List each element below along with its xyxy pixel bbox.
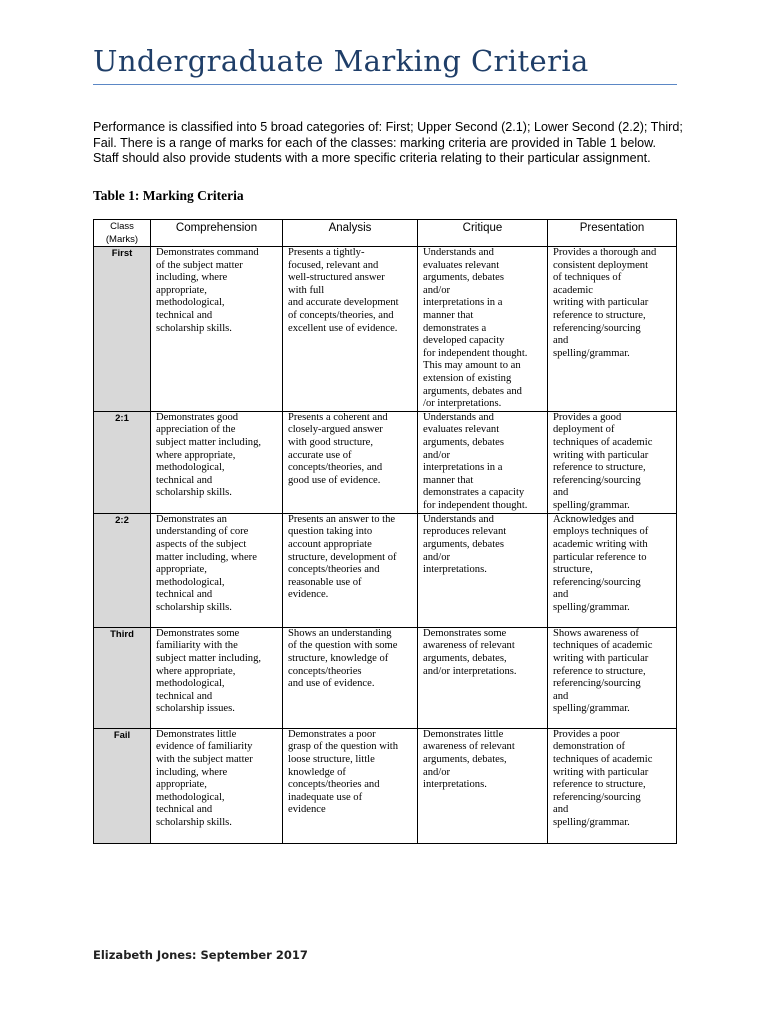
header-class: Class (Marks) [94,220,151,247]
analysis-cell: Presents an answer to the question taking into account appropriate structure, development of concepts/theories and reasonable use of evidence. [283,513,418,627]
table-row [94,627,677,728]
critique-cell: Understands and evaluates relevant arguments, debates and/or interpretations in a manner that demonstrates a capacity for independent thought. [418,411,548,513]
table-row [94,247,677,412]
table-row [94,728,677,843]
header-presentation: Presentation [548,220,677,247]
critique-cell: Demonstrates some awareness of relevant arguments, debates, and/or interpretations. [418,627,548,728]
class-cell: 2:2 [94,513,151,627]
presentation-cell: Provides a poor demonstration of techniques of academic writing with particular reference to structure, referencing/sourcing and spelling/grammar. [548,728,677,843]
comprehension-cell: Demonstrates command of the subject matter including, where appropriate, methodological, technical and scholarship skills. [151,247,283,412]
presentation-cell: Provides a good deployment of techniques of academic writing with particular reference to structure, referencing/sourcing and spelling/grammar. [548,411,677,513]
comprehension-cell: Demonstrates good appreciation of the subject matter including, where appropriate, methodological, technical and scholarship skills. [151,411,283,513]
class-cell: Fail [94,728,151,843]
class-cell: First [94,247,151,412]
header-comprehension: Comprehension [151,220,283,247]
intro-paragraph: Performance is classified into 5 broad categories of: First; Upper Second (2.1); Lower Second (2.2); Third; Fail. There is a range of marks for each of the classes: marking criteria are provided in Table 1 below. Staff should also provide students with a more specific criteria relating to their particular assignment. [93,120,683,165]
analysis-cell: Demonstrates a poor grasp of the question with loose structure, little knowledge of concepts/theories and inadequate use of evidence [283,728,418,843]
critique-cell: Understands and reproduces relevant arguments, debates and/or interpretations. [418,513,548,627]
class-cell: Third [94,627,151,728]
table-row [94,513,677,627]
comprehension-cell: Demonstrates little evidence of familiarity with the subject matter including, where appropriate, methodological, technical and scholarship skills. [151,728,283,843]
analysis-cell: Presents a coherent and closely-argued answer with good structure, accurate use of concepts/theories, and good use of evidence. [283,411,418,513]
critique-cell: Demonstrates little awareness of relevant arguments, debates, and/or interpretations. [418,728,548,843]
table-header-row [94,220,677,247]
class-cell: 2:1 [94,411,151,513]
analysis-cell: Shows an understanding of the question with some structure, knowledge of concepts/theories and use of evidence. [283,627,418,728]
header-critique: Critique [418,220,548,247]
critique-cell: Understands and evaluates relevant arguments, debates and/or interpretations in a manner that demonstrates a developed capacity for independent thought. This may amount to an extension of existing arguments, debates and /or interpretations. [418,247,548,412]
footer-author-date: Elizabeth Jones: September 2017 [93,948,308,962]
presentation-cell: Acknowledges and employs techniques of academic writing with particular reference to structure, referencing/sourcing and spelling/grammar. [548,513,677,627]
presentation-cell: Provides a thorough and consistent deployment of techniques of academic writing with particular reference to structure, referencing/sourcing and spelling/grammar. [548,247,677,412]
analysis-cell: Presents a tightly- focused, relevant and well-structured answer with full and accurate development of concepts/theories, and excellent use of evidence. [283,247,418,412]
comprehension-cell: Demonstrates an understanding of core aspects of the subject matter including, where appropriate, methodological, technical and scholarship skills. [151,513,283,627]
table-row [94,411,677,513]
comprehension-cell: Demonstrates some familiarity with the subject matter including, where appropriate, methodological, technical and scholarship issues. [151,627,283,728]
title-underline [93,84,677,85]
presentation-cell: Shows awareness of techniques of academic writing with particular reference to structure, referencing/sourcing and spelling/grammar. [548,627,677,728]
document-title: Undergraduate Marking Criteria [93,44,589,78]
header-analysis: Analysis [283,220,418,247]
table-caption: Table 1: Marking Criteria [93,188,244,203]
marking-criteria-table [93,219,677,844]
